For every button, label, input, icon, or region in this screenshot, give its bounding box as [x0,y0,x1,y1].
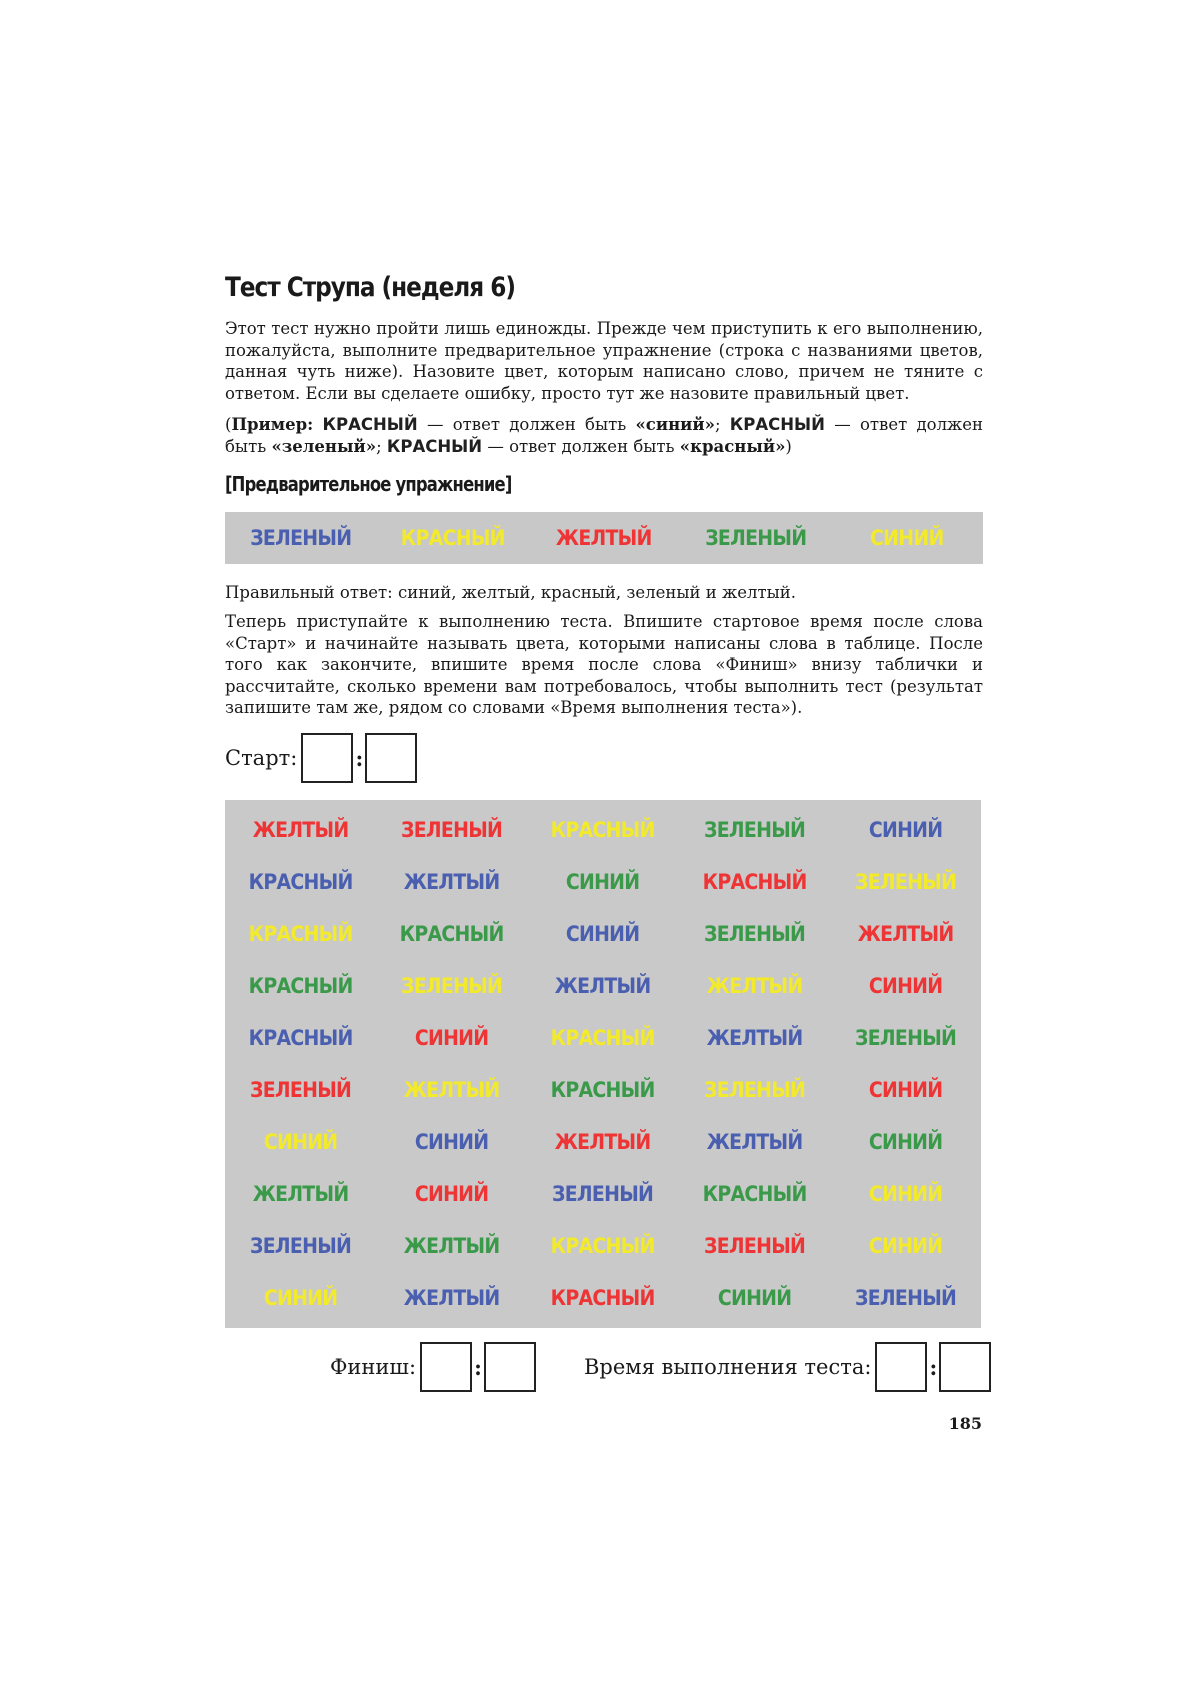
stroop-word-r5-c4: ЖЕЛТЫЙ [706,1026,803,1050]
example-open: ( [225,415,232,434]
stroop-word-r3-c2: КРАСНЫЙ [399,922,504,946]
example-word-1: КРАСНЫЙ [322,415,418,434]
example-sep-3: ) [785,436,792,456]
stroop-word-r2-c1: КРАСНЫЙ [248,870,353,894]
stroop-word-r3-c5: ЖЕЛТЫЙ [857,922,954,946]
start-timer [225,733,417,783]
stroop-table [225,800,981,1328]
practice-word-1: ЗЕЛЕНЫЙ [250,526,352,550]
practice-word-4: ЗЕЛЕНЫЙ [705,526,807,550]
stroop-word-r9-c5: СИНИЙ [868,1234,943,1258]
stroop-word-r6-c1: ЗЕЛЕНЫЙ [250,1078,352,1102]
intro-paragraph: Этот тест нужно пройти лишь единожды. Прежде чем приступить к его выполнению, пожалуйста, выполните предварительное упражнение (строка с названиями цветов, данная чуть ниже). Назовите цвет, которым написано слово, причем не тяните с ответом. Если вы сделаете ошибку, просто тут же назовите правильный цвет. [225,319,983,403]
example-prefix: Пример: [231,415,314,434]
example-answer-3: «красный» [679,436,786,456]
example-text-2: — ответ должен быть [225,415,983,456]
stroop-word-r8-c5: СИНИЙ [868,1182,943,1206]
stroop-word-r4-c4: ЖЕЛТЫЙ [706,974,803,998]
answer-text: Правильный ответ: синий, желтый, красный, зеленый и желтый. [225,583,796,602]
stroop-word-r1-c5: СИНИЙ [868,818,943,842]
stroop-word-r10-c3: КРАСНЫЙ [550,1286,655,1310]
stroop-word-r7-c5: СИНИЙ [868,1130,943,1154]
stroop-word-r8-c4: КРАСНЫЙ [702,1182,807,1206]
stroop-word-r5-c5: ЗЕЛЕНЫЙ [854,1026,956,1050]
stroop-word-r8-c1: ЖЕЛТЫЙ [252,1182,349,1206]
stroop-word-r6-c4: ЗЕЛЕНЫЙ [703,1078,805,1102]
stroop-word-r1-c4: ЗЕЛЕНЫЙ [703,818,805,842]
stroop-word-r3-c3: СИНИЙ [566,922,640,946]
elapsed-seconds-box[interactable] [939,1342,991,1392]
elapsed-timer [584,1342,991,1392]
stroop-word-r3-c4: ЗЕЛЕНЫЙ [703,922,805,946]
finish-timer [330,1342,536,1392]
stroop-word-r2-c5: ЗЕЛЕНЫЙ [854,870,956,894]
page-number: 185 [948,1414,982,1433]
stroop-word-r8-c3: ЗЕЛЕНЫЙ [552,1182,654,1206]
finish-colon: : [474,1354,482,1380]
stroop-word-r5-c3: КРАСНЫЙ [550,1026,655,1050]
stroop-word-r3-c1: КРАСНЫЙ [248,922,353,946]
example-answer-2: «зеленый» [271,436,377,456]
practice-word-2: КРАСНЫЙ [400,526,505,550]
stroop-word-r7-c1: СИНИЙ [263,1130,338,1154]
finish-label: Финиш: [330,1355,417,1379]
practice-heading: [Предварительное упражнение] [225,472,512,496]
example-answer-1: «синий» [635,415,715,434]
example-word-3: КРАСНЫЙ [386,436,483,456]
stroop-word-r5-c2: СИНИЙ [415,1026,489,1050]
finish-minutes-box[interactable] [420,1342,472,1392]
stroop-word-r6-c2: ЖЕЛТЫЙ [403,1078,500,1102]
stroop-word-r7-c3: ЖЕЛТЫЙ [555,1130,651,1154]
page-title: Тест Струпа (неделя 6) [225,272,515,303]
stroop-word-r6-c5: СИНИЙ [868,1078,943,1102]
stroop-word-r2-c4: КРАСНЫЙ [702,870,807,894]
stroop-word-r2-c2: ЖЕЛТЫЙ [403,870,500,894]
start-label: Старт: [225,746,298,770]
example-items [225,415,983,456]
stroop-word-r4-c3: ЖЕЛТЫЙ [555,974,651,998]
example-text-3: — ответ должен быть [482,436,680,456]
elapsed-colon: : [929,1354,938,1380]
example-paragraph [225,414,983,457]
elapsed-minutes-box[interactable] [875,1342,927,1392]
start-seconds-box[interactable] [365,733,417,783]
start-colon: : [355,745,364,771]
start-minutes-box[interactable] [301,733,353,783]
stroop-word-r9-c4: ЗЕЛЕНЫЙ [703,1234,805,1258]
practice-strip [225,512,983,564]
practice-word-3: ЖЕЛТЫЙ [556,526,652,550]
stroop-word-r10-c1: СИНИЙ [263,1286,338,1310]
stroop-word-r9-c1: ЗЕЛЕНЫЙ [250,1234,352,1258]
stroop-word-r4-c5: СИНИЙ [868,974,943,998]
example-sep-1: ; [714,415,730,434]
stroop-word-r7-c4: ЖЕЛТЫЙ [706,1130,803,1154]
stroop-word-r9-c2: ЖЕЛТЫЙ [403,1234,500,1258]
stroop-word-r8-c2: СИНИЙ [415,1182,489,1206]
stroop-word-r10-c5: ЗЕЛЕНЫЙ [854,1286,956,1310]
stroop-word-r1-c1: ЖЕЛТЫЙ [252,818,349,842]
stroop-word-r10-c4: СИНИЙ [717,1286,791,1310]
stroop-word-r6-c3: КРАСНЫЙ [550,1078,655,1102]
example-text-1: — ответ должен быть [417,415,636,434]
stroop-word-r10-c2: ЖЕЛТЫЙ [403,1286,500,1310]
elapsed-label: Время выполнения теста: [584,1355,872,1379]
example-word-2: КРАСНЫЙ [729,415,825,434]
finish-seconds-box[interactable] [484,1342,536,1392]
stroop-word-r1-c2: ЗЕЛЕНЫЙ [401,818,503,842]
stroop-word-r2-c3: СИНИЙ [566,870,640,894]
stroop-word-r9-c3: КРАСНЫЙ [550,1234,655,1258]
stroop-word-r1-c3: КРАСНЫЙ [550,818,655,842]
stroop-word-r5-c1: КРАСНЫЙ [248,1026,353,1050]
stroop-word-r7-c2: СИНИЙ [415,1130,489,1154]
practice-word-5: СИНИЙ [870,526,944,550]
example-sep-2: ; [376,436,387,456]
instructions-paragraph: Теперь приступайте к выполнению теста. Впишите стартовое время после слова «Старт» и начинайте называть цвета, которыми написаны слова в таблице. После того как закончите, впишите время после слова «Финиш» внизу таблички и рассчитайте, сколько времени вам потребовалось, чтобы выполнить тест (результат запишите там же, рядом со словами «Время выполнения теста»). [225,612,983,717]
stroop-word-r4-c2: ЗЕЛЕНЫЙ [401,974,503,998]
stroop-word-r4-c1: КРАСНЫЙ [248,974,353,998]
